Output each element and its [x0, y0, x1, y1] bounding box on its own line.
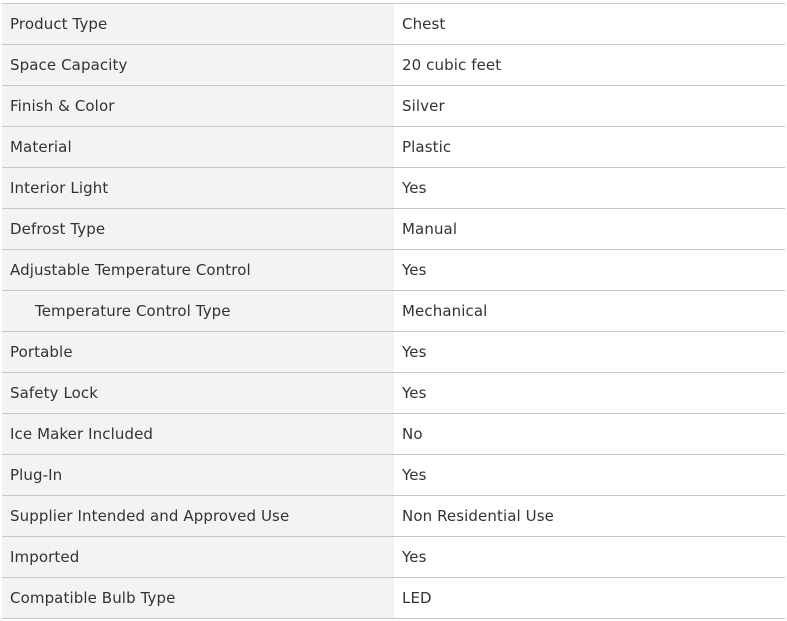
spec-label: Adjustable Temperature Control — [2, 250, 394, 290]
spec-label: Material — [2, 127, 394, 167]
spec-row-adjustable-temperature-control — [2, 250, 785, 291]
spec-label: Product Type — [2, 4, 394, 44]
spec-label: Supplier Intended and Approved Use — [2, 496, 394, 536]
spec-value: Yes — [394, 332, 785, 372]
spec-label: Ice Maker Included — [2, 414, 394, 454]
spec-label: Portable — [2, 332, 394, 372]
spec-value: Yes — [394, 537, 785, 577]
spec-row-interior-light — [2, 168, 785, 209]
spec-row-material — [2, 127, 785, 168]
spec-row-imported — [2, 537, 785, 578]
spec-value: Yes — [394, 168, 785, 208]
spec-value: Yes — [394, 250, 785, 290]
spec-label: Imported — [2, 537, 394, 577]
spec-row-finish-color — [2, 86, 785, 127]
spec-row-portable — [2, 332, 785, 373]
spec-row-ice-maker-included — [2, 414, 785, 455]
spec-label: Compatible Bulb Type — [2, 578, 394, 618]
spec-value: LED — [394, 578, 785, 618]
spec-row-defrost-type — [2, 209, 785, 250]
spec-label: Safety Lock — [2, 373, 394, 413]
spec-label: Plug-In — [2, 455, 394, 495]
spec-value: Non Residential Use — [394, 496, 785, 536]
spec-value: Yes — [394, 373, 785, 413]
spec-row-plug-in — [2, 455, 785, 496]
spec-row-space-capacity — [2, 45, 785, 86]
spec-row-safety-lock — [2, 373, 785, 414]
spec-value: Plastic — [394, 127, 785, 167]
specifications-table — [2, 3, 785, 619]
spec-value: No — [394, 414, 785, 454]
spec-value: Manual — [394, 209, 785, 249]
spec-row-supplier-intended-use — [2, 496, 785, 537]
spec-label: Defrost Type — [2, 209, 394, 249]
spec-row-product-type — [2, 4, 785, 45]
spec-label: Finish & Color — [2, 86, 394, 126]
spec-row-temperature-control-type — [2, 291, 785, 332]
spec-value: 20 cubic feet — [394, 45, 785, 85]
spec-label: Temperature Control Type — [2, 291, 394, 331]
spec-value: Silver — [394, 86, 785, 126]
spec-value: Yes — [394, 455, 785, 495]
spec-value: Mechanical — [394, 291, 785, 331]
spec-row-compatible-bulb-type — [2, 578, 785, 619]
spec-label: Space Capacity — [2, 45, 394, 85]
spec-label: Interior Light — [2, 168, 394, 208]
spec-value: Chest — [394, 4, 785, 44]
